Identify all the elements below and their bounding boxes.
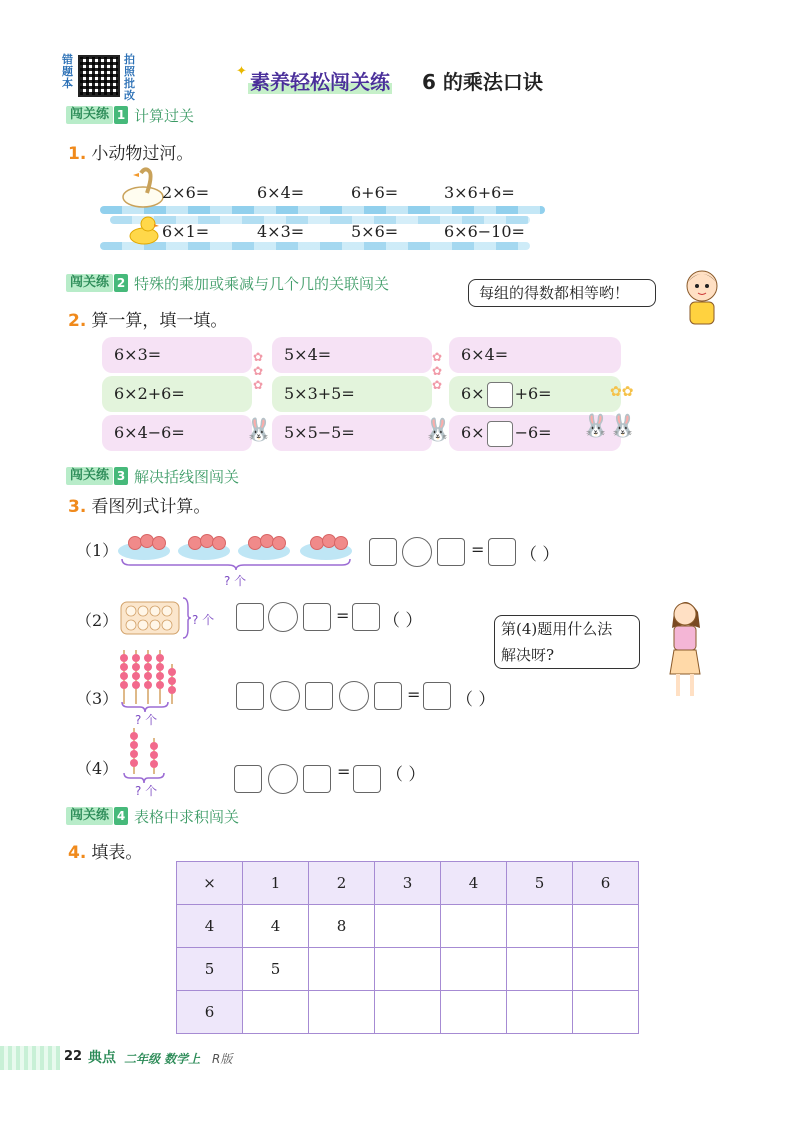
answer-box[interactable] <box>303 765 331 793</box>
table-cell[interactable] <box>573 991 639 1034</box>
answer-box[interactable] <box>374 682 402 710</box>
table-cell[interactable] <box>507 948 573 991</box>
river-wave <box>100 206 545 214</box>
egg-tray-picture <box>120 598 182 638</box>
table-cell[interactable] <box>573 948 639 991</box>
answer-box[interactable] <box>234 765 262 793</box>
table-cell: 6 <box>177 991 243 1034</box>
expression: 5×5−5= <box>272 415 432 451</box>
question-mark-label: ? 个 <box>135 784 158 798</box>
table-cell[interactable] <box>309 948 375 991</box>
operator-circle[interactable] <box>402 537 432 567</box>
table-cell: × <box>177 862 243 905</box>
table-cell: 4 <box>177 905 243 948</box>
answer-box[interactable] <box>303 603 331 631</box>
equation: 4×3= <box>257 222 305 241</box>
equation: 6×6−10= <box>444 222 525 241</box>
sparkle-icon: ✦ <box>236 64 247 79</box>
operator-circle[interactable] <box>270 681 300 711</box>
answer-box[interactable] <box>423 682 451 710</box>
candied-haws-picture <box>124 728 164 776</box>
expression: 6×4= <box>449 337 621 373</box>
equals-sign: = <box>407 685 421 704</box>
expression: 5×3+5= <box>272 376 432 412</box>
expression: 6× +6= <box>449 376 621 412</box>
section-header-2: 闯关练 2 特殊的乘加或乘减与几个几的关联闯关 <box>66 274 389 292</box>
flower-decoration: ✿ ✿ ✿ <box>253 350 264 392</box>
answer-box[interactable] <box>236 603 264 631</box>
expression: 6× −6= <box>449 415 621 451</box>
operator-circle[interactable] <box>268 764 298 794</box>
candied-haws-picture <box>116 650 180 706</box>
table-cell[interactable]: 5 <box>243 948 309 991</box>
sub-label: （1） <box>76 541 119 560</box>
equation: 2×6= <box>162 183 210 202</box>
table-cell: 6 <box>573 862 639 905</box>
speech-bubble: 每组的得数都相等哟！ <box>468 279 656 307</box>
page-number: 22 <box>64 1049 83 1064</box>
table-cell: 2 <box>309 862 375 905</box>
boy-character-icon <box>680 266 724 326</box>
answer-box[interactable] <box>487 382 513 408</box>
table-cell[interactable]: 8 <box>309 905 375 948</box>
answer-box[interactable] <box>352 603 380 631</box>
book-title: 二年级 数学上 <box>124 1052 201 1066</box>
sub-label: （4） <box>76 759 119 778</box>
table-cell[interactable] <box>309 991 375 1034</box>
expression: 6×3= <box>102 337 252 373</box>
equation: 6×1= <box>162 222 210 241</box>
brand-logo: 典点 <box>88 1050 116 1066</box>
table-cell[interactable] <box>573 905 639 948</box>
equation: 5×6= <box>351 222 399 241</box>
question-1-heading: 1. 小动物过河。 <box>68 144 194 164</box>
answer-box[interactable] <box>236 682 264 710</box>
girl-character-icon <box>660 594 710 704</box>
table-cell[interactable] <box>243 991 309 1034</box>
answer-box[interactable] <box>487 421 513 447</box>
table-cell: 5 <box>507 862 573 905</box>
expression-group-1 <box>102 337 252 451</box>
expression-group-2 <box>272 337 432 451</box>
section-header-1: 闯关练 1 计算过关 <box>66 106 194 124</box>
question-mark-label: ? 个 <box>192 613 215 627</box>
answer-box[interactable] <box>488 538 516 566</box>
bunny-icon: 🐰🐰 <box>582 414 637 439</box>
peach-plates-picture <box>118 528 358 558</box>
expression: 5×4= <box>272 337 432 373</box>
table-cell[interactable] <box>441 948 507 991</box>
sub-label: （3） <box>76 689 119 708</box>
bracket <box>120 557 352 571</box>
unit-parentheses: （ ） <box>456 690 496 710</box>
bunny-icon: 🐰 <box>245 418 273 443</box>
unit-parentheses: （ ） <box>383 611 423 631</box>
table-row <box>177 991 639 1034</box>
qr-code[interactable] <box>78 55 120 97</box>
unit-parentheses: （ ） <box>386 765 426 785</box>
table-row <box>177 905 639 948</box>
question-mark-label: ? 个 <box>224 574 247 588</box>
equation: 6×4= <box>257 183 305 202</box>
table-cell[interactable] <box>441 991 507 1034</box>
table-row <box>177 948 639 991</box>
equation: 6+6= <box>351 183 399 202</box>
answer-box[interactable] <box>437 538 465 566</box>
footer-stripe <box>0 1046 60 1070</box>
section-header-3: 闯关练 3 解决括线图闯关 <box>66 467 239 485</box>
table-header-row <box>177 862 639 905</box>
table-cell[interactable] <box>507 991 573 1034</box>
page-title: 素养轻松闯关练 <box>250 70 390 94</box>
answer-box[interactable] <box>305 682 333 710</box>
table-cell: 1 <box>243 862 309 905</box>
speech-bubble: 第(4)题用什么法 解决呀? <box>494 615 640 669</box>
table-cell[interactable] <box>375 991 441 1034</box>
table-cell[interactable] <box>375 948 441 991</box>
bracket <box>182 597 192 639</box>
expression: 6×2+6= <box>102 376 252 412</box>
equals-sign: = <box>471 540 485 559</box>
answer-box[interactable] <box>369 538 397 566</box>
question-mark-label: ? 个 <box>135 713 158 727</box>
table-cell[interactable] <box>375 905 441 948</box>
expression: 6×4−6= <box>102 415 252 451</box>
page-subtitle: 6 的乘法口诀 <box>422 70 543 94</box>
edition-label: R版 <box>212 1052 233 1066</box>
table-cell[interactable] <box>507 905 573 948</box>
equation: 3×6+6= <box>444 183 515 202</box>
table-cell: 5 <box>177 948 243 991</box>
answer-box[interactable] <box>353 765 381 793</box>
bunny-icon: 🐰 <box>424 418 452 443</box>
duckling-icon <box>126 214 160 246</box>
table-cell: 3 <box>375 862 441 905</box>
sub-label: （2） <box>76 611 119 630</box>
swan-icon <box>117 167 165 209</box>
unit-parentheses: （ ） <box>520 545 560 565</box>
qr-right-label: 拍 照 批 改 <box>124 53 135 102</box>
operator-circle[interactable] <box>268 602 298 632</box>
flower-decoration: ✿✿ <box>610 384 634 400</box>
operator-circle[interactable] <box>339 681 369 711</box>
question-3-heading: 3. 看图列式计算。 <box>68 497 211 517</box>
table-cell: 4 <box>441 862 507 905</box>
equals-sign: = <box>337 762 351 781</box>
section-header-4: 闯关练 4 表格中求积闯关 <box>66 807 239 825</box>
question-4-heading: 4. 填表。 <box>68 843 143 863</box>
multiplication-table <box>176 861 639 1034</box>
river-wave <box>100 242 530 250</box>
qr-left-label: 错 题 本 <box>62 53 73 90</box>
equals-sign: = <box>336 606 350 625</box>
table-cell[interactable] <box>441 905 507 948</box>
question-2-heading: 2. 算一算，填一填。 <box>68 311 228 331</box>
table-cell[interactable]: 4 <box>243 905 309 948</box>
flower-decoration: ✿ ✿ ✿ <box>432 350 443 392</box>
